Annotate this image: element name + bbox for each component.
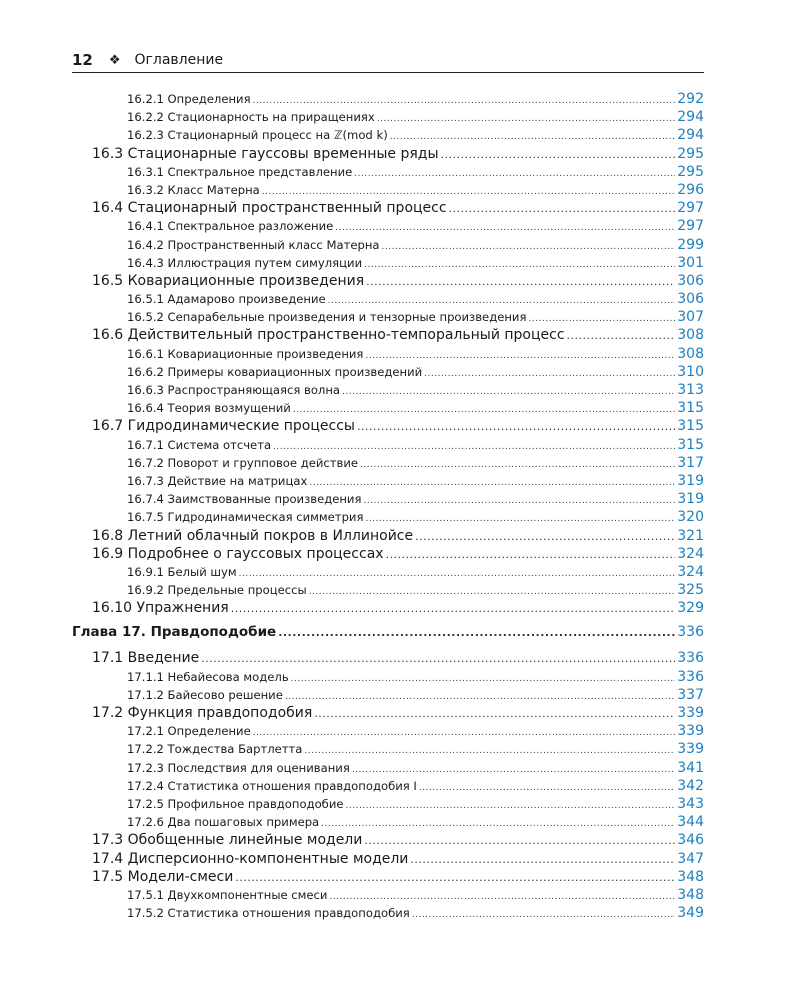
toc-entry[interactable] — [72, 218, 704, 236]
toc-entry-label: 17.3 Обобщенные линейные модели — [92, 832, 363, 849]
toc-entry-label: 16.3.1 Спектральное представление — [127, 164, 353, 179]
toc-page-link[interactable]: 310 — [677, 363, 704, 380]
toc-page-link[interactable]: 319 — [677, 491, 704, 508]
toc-entry-label: 16.5 Ковариационные произведения — [92, 272, 365, 289]
toc-entry[interactable] — [72, 528, 704, 546]
toc-entry-label: 16.5.1 Адамарово произведение — [127, 292, 326, 307]
toc-entry[interactable] — [72, 741, 704, 759]
toc-page-link[interactable]: 319 — [677, 472, 704, 489]
toc-page-link[interactable]: 325 — [677, 582, 704, 599]
toc-page-link[interactable]: 306 — [677, 272, 704, 289]
toc-entry[interactable] — [72, 887, 704, 905]
toc-entry-label: 16.4.3 Иллюстрация путем симуляции — [127, 255, 363, 270]
toc-entry[interactable] — [72, 382, 704, 400]
toc-entry-label: 17.2.2 Тождества Бартлетта — [127, 742, 303, 757]
toc-entry[interactable] — [72, 418, 704, 436]
toc-entry-label: 16.6.4 Теория возмущений — [127, 401, 291, 416]
toc-entry-label: 17.2.1 Определение — [127, 724, 251, 739]
toc-entry[interactable] — [72, 400, 704, 418]
toc-entry-label: 17.2.3 Последствия для оценивания — [127, 760, 350, 775]
toc-entry-label: 16.4.2 Пространственный класс Матерна — [127, 237, 380, 252]
toc-entry-label: 17.5 Модели-смеси — [92, 868, 234, 885]
toc-entry[interactable] — [72, 182, 704, 200]
toc-entry-label: 17.4 Дисперсионно-компонентные модели — [92, 850, 409, 867]
dot-leader — [567, 329, 676, 342]
dot-leader — [253, 96, 676, 106]
toc-entry[interactable] — [72, 600, 704, 618]
dot-leader — [309, 478, 675, 488]
toc-page-link[interactable]: 294 — [677, 109, 704, 126]
toc-entry[interactable] — [72, 146, 704, 164]
toc-entry-label: 16.7.3 Действие на матрицах — [127, 473, 308, 488]
toc-entry-label: 16.4 Стационарный пространственный процесс — [92, 200, 447, 217]
toc-entry-label: 16.7.5 Гидродинамическая симметрия — [127, 510, 364, 525]
toc-page-link[interactable]: 306 — [677, 291, 704, 308]
toc-entry-label: 16.5.2 Сепарабельные произведения и тензорные произведения — [127, 310, 527, 325]
dot-leader — [441, 148, 676, 161]
toc-page-link[interactable]: 348 — [677, 886, 704, 903]
toc-entry[interactable] — [72, 491, 704, 509]
dot-leader — [390, 132, 676, 142]
toc-entry-label: 17.1.2 Байесово решение — [127, 687, 283, 702]
running-header — [72, 48, 704, 73]
toc-page-link[interactable]: 342 — [677, 777, 704, 794]
dot-leader — [285, 692, 675, 702]
toc-entry[interactable] — [72, 546, 704, 564]
toc-page-link[interactable]: 313 — [677, 382, 704, 398]
toc-page-link[interactable]: 346 — [677, 832, 704, 849]
toc-entry[interactable] — [72, 109, 704, 127]
dot-leader — [293, 405, 675, 415]
toc-page-link[interactable]: 339 — [677, 723, 704, 740]
toc-entry[interactable] — [72, 473, 704, 491]
toc-entry-label: 16.7 Гидродинамические процессы — [92, 418, 355, 435]
toc-entry[interactable] — [72, 346, 704, 364]
toc-entry[interactable] — [72, 650, 704, 668]
toc-page-link[interactable]: 297 — [677, 218, 704, 235]
dot-leader — [321, 819, 675, 829]
dot-leader — [342, 387, 675, 397]
toc-page-link[interactable]: 324 — [677, 545, 704, 562]
toc-entry[interactable] — [72, 705, 704, 723]
toc-page-link[interactable]: 315 — [677, 400, 704, 417]
toc-entry[interactable] — [72, 255, 704, 273]
toc-page-link[interactable]: 308 — [677, 345, 704, 362]
toc-page-link[interactable]: 347 — [677, 850, 704, 867]
toc-page-link[interactable]: 349 — [677, 905, 704, 922]
toc-entry[interactable] — [72, 778, 704, 796]
toc-entry[interactable] — [72, 364, 704, 382]
dot-leader — [424, 369, 675, 379]
dot-leader — [377, 114, 676, 124]
dot-leader — [382, 242, 676, 252]
dot-leader — [329, 892, 675, 902]
toc-page-link[interactable]: 295 — [677, 163, 704, 180]
toc-page-link[interactable]: 341 — [677, 759, 704, 776]
table-of-contents — [72, 91, 704, 923]
running-title: Оглавление — [134, 52, 224, 68]
toc-entry-label: 17.2.6 Два пошаговых примера — [127, 815, 320, 830]
toc-entry-label: 16.6.2 Примеры ковариационных произведений — [127, 364, 423, 379]
toc-page-link[interactable]: 343 — [677, 795, 704, 812]
dot-leader — [364, 260, 675, 270]
toc-entry[interactable] — [72, 455, 704, 473]
toc-entry-label: 17.5.2 Статистика отношения правдоподобия — [127, 906, 410, 921]
toc-page-link[interactable]: 324 — [677, 563, 704, 580]
dot-leader — [363, 496, 675, 506]
dot-leader — [273, 442, 675, 452]
toc-entry-label: 16.9 Подробнее о гауссовых процессах — [92, 545, 384, 562]
toc-entry[interactable] — [72, 291, 704, 309]
dot-leader — [360, 460, 675, 470]
toc-entry[interactable] — [72, 618, 704, 650]
dot-leader — [364, 834, 675, 847]
toc-page-link[interactable]: 307 — [677, 309, 704, 326]
toc-page-link[interactable]: 336 — [677, 650, 704, 667]
toc-page-link[interactable]: 317 — [677, 454, 704, 471]
toc-entry[interactable] — [72, 723, 704, 741]
dot-leader — [346, 801, 676, 811]
toc-entry[interactable] — [72, 164, 704, 182]
dot-leader — [410, 853, 675, 866]
toc-entry-label: 16.4.1 Спектральное разложение — [127, 219, 334, 234]
toc-page-link[interactable]: 339 — [677, 741, 704, 758]
dot-leader — [415, 530, 675, 543]
dot-leader — [412, 910, 676, 920]
ornament-icon: ❖ — [108, 52, 121, 68]
toc-page-link[interactable]: 299 — [677, 236, 704, 253]
toc-entry-label: 17.2 Функция правдоподобия — [92, 705, 313, 721]
dot-leader — [528, 314, 675, 324]
dot-leader — [419, 783, 675, 793]
toc-entry[interactable] — [72, 509, 704, 527]
toc-entry[interactable] — [72, 127, 704, 145]
toc-entry[interactable] — [72, 564, 704, 582]
toc-entry[interactable] — [72, 814, 704, 832]
toc-page-link[interactable]: 321 — [677, 527, 704, 544]
toc-page-link[interactable]: 315 — [677, 418, 704, 435]
dot-leader — [231, 602, 676, 615]
toc-entry-label: 16.9.1 Белый шум — [127, 564, 237, 579]
dot-leader — [354, 169, 675, 179]
toc-entry[interactable] — [72, 237, 704, 255]
toc-entry-label: 16.6 Действительный пространственно-темпоральный процесс — [92, 327, 565, 344]
toc-entry-label: 17.2.5 Профильное правдоподобие — [127, 796, 344, 811]
toc-entry[interactable] — [72, 851, 704, 869]
dot-leader — [235, 871, 675, 884]
toc-page-link[interactable]: 295 — [677, 145, 704, 162]
dot-leader — [357, 420, 675, 433]
toc-page-link[interactable]: 339 — [677, 705, 704, 721]
dot-leader — [335, 223, 675, 233]
dot-leader — [352, 765, 675, 775]
toc-page-link[interactable]: 320 — [677, 509, 704, 526]
toc-page-link[interactable]: 296 — [677, 181, 704, 198]
dot-leader — [278, 626, 675, 639]
toc-entry-label: 16.7.1 Система отсчета — [127, 437, 272, 452]
toc-entry-label: 16.2.3 Стационарный процесс на ℤ(mod k) — [127, 128, 388, 143]
toc-entry[interactable] — [72, 832, 704, 850]
toc-entry-label: 16.6.3 Распространяющаяся волна — [127, 383, 341, 397]
dot-leader — [314, 707, 675, 720]
toc-page-link[interactable]: 294 — [677, 127, 704, 144]
toc-entry-label: 16.3 Стационарные гауссовы временные ряды — [92, 145, 439, 162]
toc-page-link[interactable]: 348 — [677, 868, 704, 885]
toc-entry-label: 16.10 Упражнения — [92, 600, 229, 617]
toc-entry-label: 16.7.2 Поворот и групповое действие — [127, 455, 359, 470]
dot-leader — [365, 351, 675, 361]
dot-leader — [262, 187, 675, 197]
toc-page-link[interactable]: 297 — [677, 200, 704, 217]
dot-leader — [386, 548, 676, 561]
toc-entry[interactable] — [72, 796, 704, 814]
toc-entry[interactable] — [72, 200, 704, 218]
toc-entry-label: 16.2.1 Определения — [127, 92, 251, 106]
toc-page-link[interactable]: 301 — [677, 254, 704, 271]
toc-entry-label: 16.7.4 Заимствованные произведения — [127, 492, 362, 507]
toc-entry[interactable] — [72, 582, 704, 600]
toc-entry-label: 16.6.1 Ковариационные произведения — [127, 346, 364, 361]
toc-entry-label: 16.9.2 Предельные процессы — [127, 583, 307, 598]
toc-page-link[interactable]: 336 — [677, 668, 704, 685]
toc-entry[interactable] — [72, 687, 704, 705]
toc-page-link[interactable]: 292 — [677, 91, 704, 107]
toc-entry[interactable] — [72, 437, 704, 455]
dot-leader — [291, 674, 676, 684]
dot-leader — [365, 514, 675, 524]
dot-leader — [239, 569, 676, 579]
dot-leader — [449, 202, 676, 215]
dot-leader — [309, 587, 676, 597]
toc-entry-label: 16.2.2 Стационарность на приращениях — [127, 110, 375, 125]
toc-entry[interactable] — [72, 760, 704, 778]
toc-entry-label: 16.3.2 Класс Матерна — [127, 182, 260, 197]
dot-leader — [366, 275, 675, 288]
toc-entry-label: 16.8 Летний облачный покров в Иллинойсе — [92, 527, 414, 544]
dot-leader — [304, 746, 675, 756]
toc-page-link[interactable]: 329 — [677, 600, 704, 617]
dot-leader — [328, 296, 676, 306]
toc-entry-label: 17.1 Введение — [92, 650, 200, 667]
toc-entry[interactable] — [72, 869, 704, 887]
toc-page-link[interactable]: 337 — [677, 686, 704, 703]
page-number: 12 — [72, 51, 93, 69]
toc-entry[interactable] — [72, 91, 704, 109]
toc-entry[interactable] — [72, 669, 704, 687]
toc-page-link[interactable]: 344 — [677, 814, 704, 831]
toc-page-link[interactable]: 315 — [677, 436, 704, 453]
toc-entry[interactable] — [72, 273, 704, 291]
toc-entry-label: Глава 17. Правдоподобие — [72, 624, 277, 641]
toc-entry[interactable] — [72, 309, 704, 327]
toc-entry-label: 17.2.4 Статистика отношения правдоподобия I — [127, 778, 417, 793]
toc-entry-label: 17.5.1 Двухкомпонентные смеси — [127, 887, 328, 902]
dot-leader — [253, 728, 676, 738]
toc-entry-label: 17.1.1 Небайесова модель — [127, 669, 289, 684]
toc-entry[interactable] — [72, 905, 704, 923]
toc-entry[interactable] — [72, 327, 704, 345]
dot-leader — [201, 652, 675, 665]
toc-page-link[interactable]: 336 — [677, 624, 704, 641]
toc-page-link[interactable]: 308 — [677, 327, 704, 344]
